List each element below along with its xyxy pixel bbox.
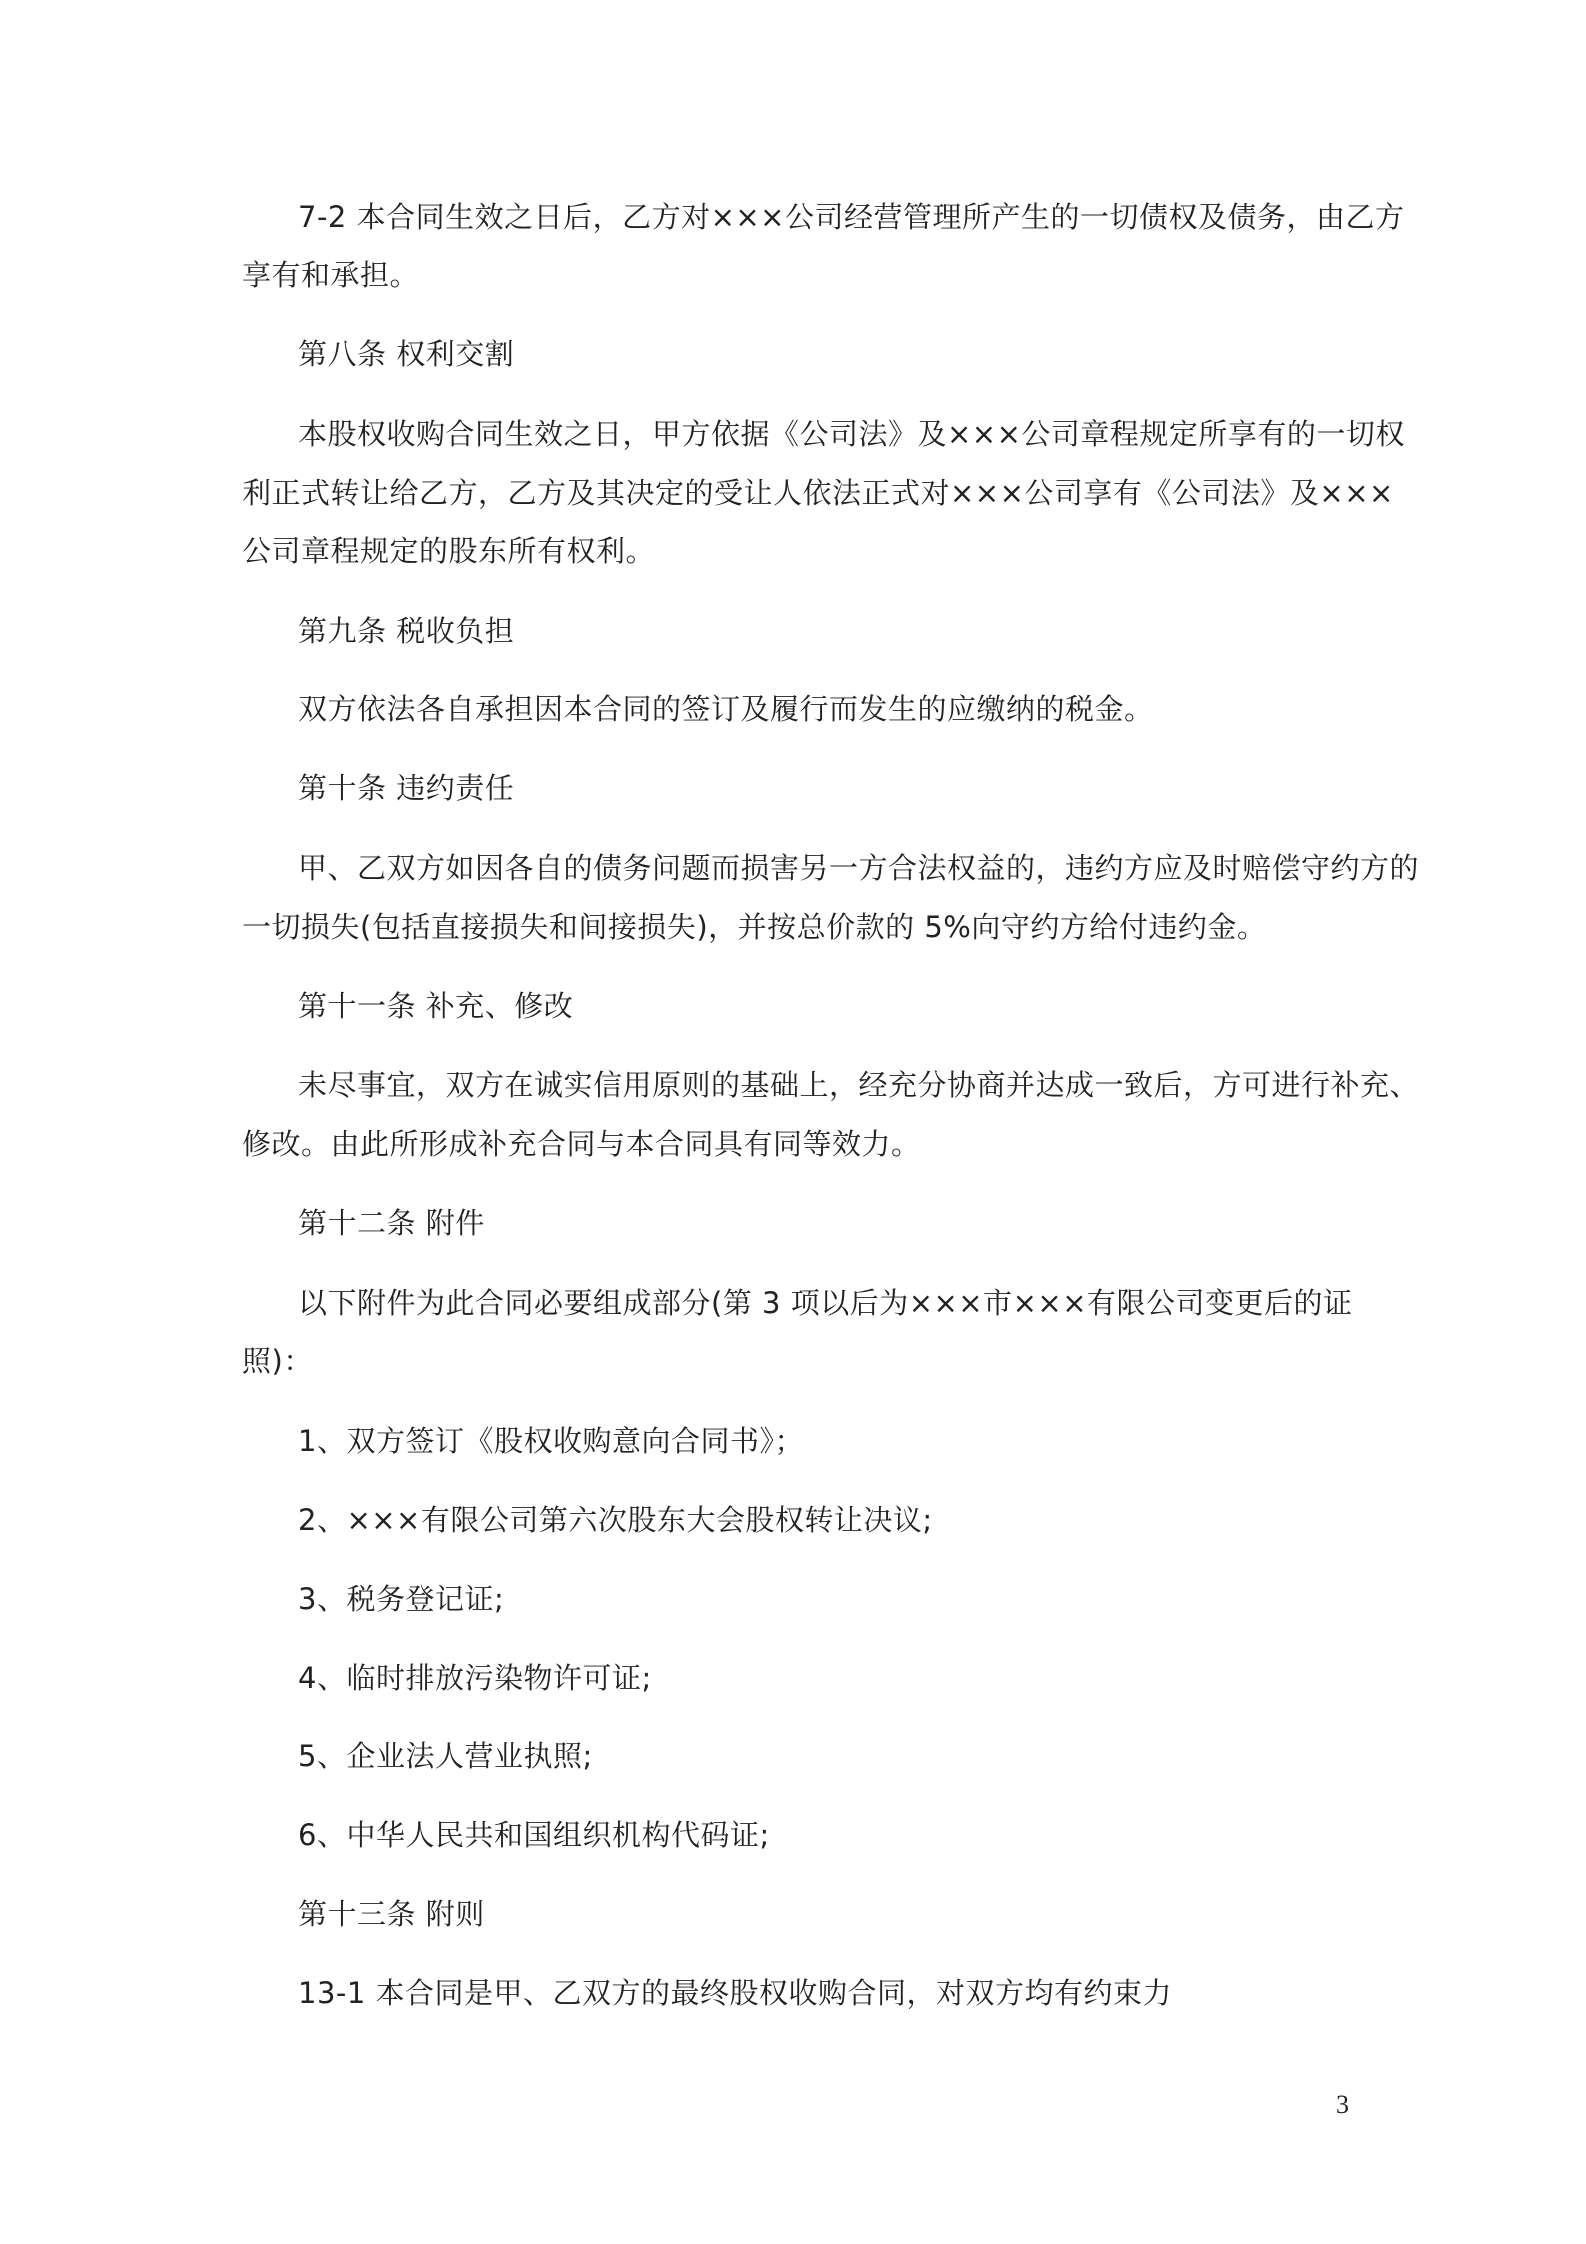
article-12-text-line-1: 以下附件为此合同必要组成部分(第 3 项以后为×××市×××有限公司变更后的证 <box>298 1286 1353 1320</box>
article-11-text-line-1: 未尽事宜，双方在诚实信用原则的基础上，经充分协商并达成一致后，方可进行补充、 <box>298 1068 1420 1102</box>
article-9-heading: 第九条 税收负担 <box>298 614 515 648</box>
clause-7-2-line-1: 7-2 本合同生效之日后，乙方对×××公司经营管理所产生的一切债权及债务，由乙方 <box>298 200 1405 234</box>
attachment-item-1: 1、双方签订《股权收购意向合同书》； <box>298 1424 804 1458</box>
page-number: 3 <box>1336 2090 1349 2119</box>
attachment-item-2: 2、×××有限公司第六次股东大会股权转让决议; <box>298 1503 933 1537</box>
article-12-heading: 第十二条 附件 <box>298 1206 485 1240</box>
clause-13-1-text: 13-1 本合同是甲、乙双方的最终股权收购合同，对双方均有约束力 <box>298 1976 1173 2010</box>
article-11-text-line-2: 修改。由此所形成补充合同与本合同具有同等效力。 <box>242 1127 921 1161</box>
attachment-item-6: 6、中华人民共和国组织机构代码证; <box>298 1818 770 1852</box>
article-11-heading: 第十一条 补充、修改 <box>298 989 574 1023</box>
article-12-text-line-2: 照)： <box>242 1344 313 1378</box>
article-8-text-line-3: 公司章程规定的股东所有权利。 <box>242 534 656 568</box>
clause-7-2-line-2: 享有和承担。 <box>242 258 420 292</box>
article-8-text-line-1: 本股权收购合同生效之日，甲方依据《公司法》及×××公司章程规定所享有的一切权 <box>298 417 1405 451</box>
attachment-item-3: 3、税务登记证; <box>298 1582 505 1616</box>
article-10-text-line-2: 一切损失(包括直接损失和间接损失)，并按总价款的 5%向守约方给付违约金。 <box>242 910 1267 944</box>
article-8-heading: 第八条 权利交割 <box>298 337 515 371</box>
article-10-heading: 第十条 违约责任 <box>298 771 515 805</box>
article-13-heading: 第十三条 附则 <box>298 1897 485 1931</box>
article-10-text-line-1: 甲、乙双方如因各自的债务问题而损害另一方合法权益的，违约方应及时赔偿守约方的 <box>298 851 1420 885</box>
attachment-item-5: 5、企业法人营业执照; <box>298 1739 593 1773</box>
article-8-text-line-2: 利正式转让给乙方，乙方及其决定的受让人依法正式对×××公司享有《公司法》及××× <box>242 476 1394 510</box>
article-9-text: 双方依法各自承担因本合同的签订及履行而发生的应缴纳的税金。 <box>298 692 1154 726</box>
attachment-item-4: 4、临时排放污染物许可证; <box>298 1661 652 1695</box>
